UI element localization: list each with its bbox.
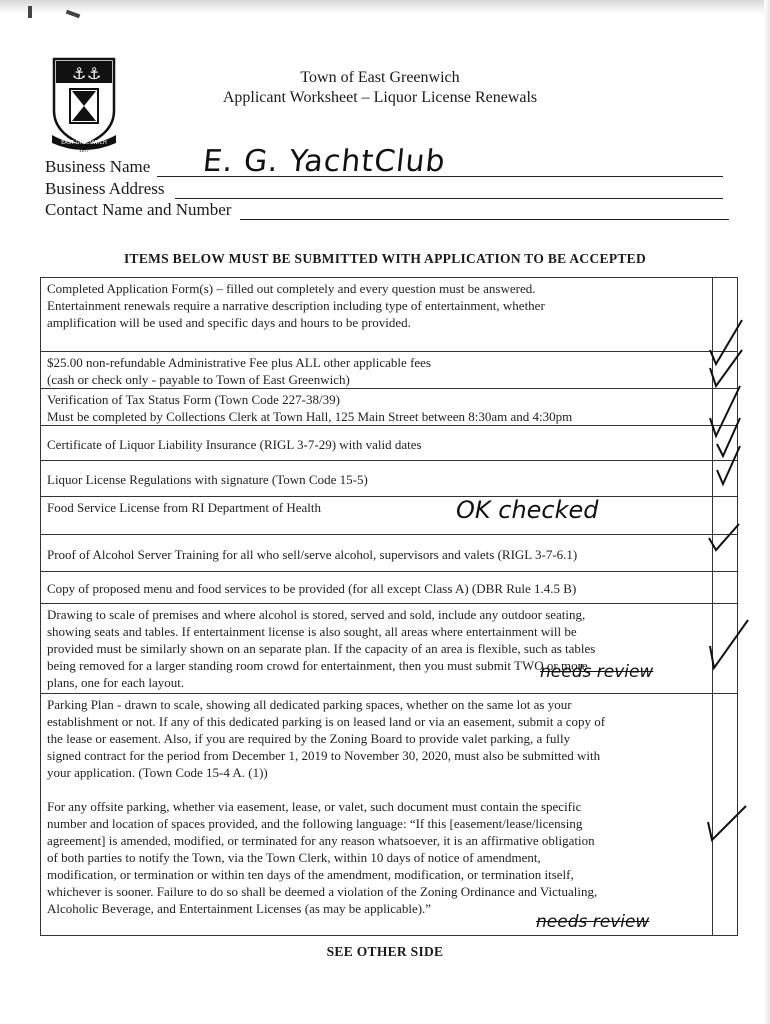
table-row	[41, 426, 738, 461]
see-other-side: SEE OTHER SIDE	[326, 944, 444, 959]
item-text	[41, 535, 713, 572]
checkmark-icon	[706, 522, 742, 554]
business-name-handwritten: E. G. YachtClub	[201, 144, 448, 179]
handwritten-note-needs-review: needs review	[540, 662, 654, 682]
worksheet-title: Applicant Worksheet – Liquor License Renewals	[222, 89, 538, 106]
checkmark-icon	[706, 616, 752, 672]
item-description: Proof of Alcohol Server Training for all who sell/serve alcohol, supervisors and valets (RIGL 3-7-6.1)	[47, 546, 578, 562]
contact-line	[240, 219, 729, 220]
item-description: Verification of Tax Status Form (Town Code 227-38/39) Must be completed by Collections Clerk at Town Hall, 125 Main Street between 8:30am and 4:30pm	[47, 392, 573, 424]
item-text	[41, 572, 713, 604]
table-row	[41, 278, 738, 352]
item-description: Drawing to scale of premises and where alcohol is stored, served and sold, include any outdoor seating, showing seats and tables. If entertainment license is also sought, all areas where entertainment will be provided must be similarly shown on an separate plan. If the capacity of an area is flexible, such as tables being removed for a larger standing room crowd for entertainment, then you must submit TWO or more plans, one for each layout.	[47, 607, 596, 690]
document-title	[180, 68, 580, 108]
business-name-label: Business Name	[45, 157, 151, 176]
item-text	[41, 694, 713, 936]
requirements-table	[40, 277, 738, 936]
contact-label: Contact Name and Number	[45, 200, 232, 219]
table-row	[41, 694, 738, 936]
items-heading: ITEMS BELOW MUST BE SUBMITTED WITH APPLICATION TO BE ACCEPTED	[123, 251, 647, 266]
table-row	[41, 497, 738, 535]
item-description: Food Service License from RI Department of Health	[47, 500, 321, 515]
item-description: Liquor License Regulations with signature (Town Code 15-5)	[47, 472, 368, 487]
scan-shadow-right	[764, 0, 770, 1024]
item-text	[41, 389, 713, 426]
item-description: Completed Application Form(s) – filled out completely and every question must be answered. Entertainment renewals require a narrative description including type of entertainment, whether amplification will be used and specific days and hours to be provided.	[47, 281, 545, 330]
table-row	[41, 535, 738, 572]
table-row	[41, 461, 738, 497]
seal-year: 1677	[78, 148, 90, 153]
svg-text:⚓: ⚓	[72, 64, 87, 83]
item-description: Certificate of Liquor Liability Insurance (RIGL 3-7-29) with valid dates	[47, 436, 422, 452]
table-row	[41, 389, 738, 426]
item-description: $25.00 non-refundable Administrative Fee plus ALL other applicable fees (cash or check only - payable to Town of East Greenwich)	[47, 355, 431, 387]
item-text	[41, 278, 713, 352]
item-text	[41, 352, 713, 389]
business-address-line	[175, 198, 723, 199]
item-text	[41, 461, 713, 497]
table-row	[41, 352, 738, 389]
checkmark-icon	[714, 444, 744, 488]
table-row	[41, 572, 738, 604]
town-seal-icon	[50, 53, 118, 153]
item-text	[41, 497, 713, 535]
item-description: Parking Plan - drawn to scale, showing all dedicated parking spaces, whether on the same lot as your establishment or not. If any of this dedicated parking is on leased land or via an easement, submit a copy of the lease or easement. Also, if you are required by the Zoning Board to provide valet parking, a fully signed contract for the period from December 1, 2019 to November 30, 2020, must also be submitted with your application. (Town Code 15-4 A. (1)) For any offsite parking, whether via easement, lease, or valet, such document must contain the specific number and location of spaces provided, and the following language: “If this [easement/lease/licensing agreement] is amended, modified, or terminated for any reason whatsoever, it is an affirmative obligation of both parties to notify the Town, via the Town Clerk, within 10 days of notice of amendment, modification, or termination or within ten days of the amendment, modification, or termination itself, whichever is sooner. Failure to do so shall be deemed a violation of the Zoning Ordinance and Victualing, Alcoholic Beverage, and Entertainment Licenses (as may be applicable).”	[47, 697, 606, 916]
seal-text: EAST GREENWICH	[61, 140, 107, 146]
handwritten-note-ok-checked: OK checked	[456, 496, 599, 524]
business-address-field[interactable]	[45, 179, 723, 201]
item-description: Copy of proposed menu and food services to be provided (for all except Class A) (DBR Rule 1.4.5 B)	[47, 581, 577, 596]
business-address-label: Business Address	[45, 179, 165, 198]
checkmark-icon	[704, 804, 750, 844]
handwritten-note-needs-review: needs review	[536, 912, 650, 932]
scan-smudge	[28, 6, 32, 18]
scan-shadow-top	[0, 0, 770, 14]
item-text	[41, 426, 713, 461]
contact-field[interactable]	[45, 200, 729, 222]
item-checkbox[interactable]	[713, 572, 738, 604]
svg-text:⚓: ⚓	[87, 64, 102, 83]
town-name: Town of East Greenwich	[300, 69, 460, 86]
